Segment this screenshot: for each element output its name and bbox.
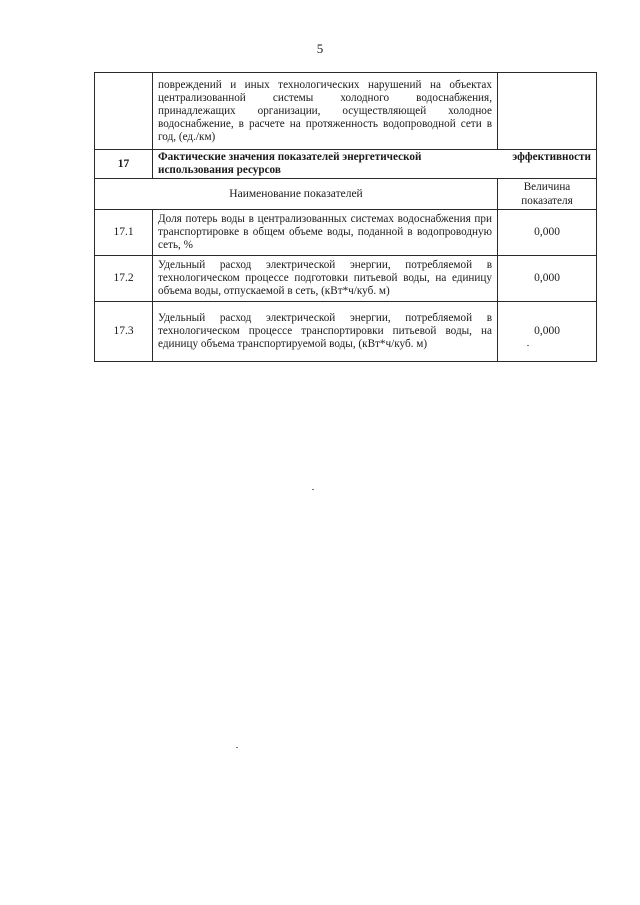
table-row (95, 302, 597, 362)
section-title-part3: использования ресурсов (158, 164, 281, 176)
table-row (95, 256, 597, 302)
section-title-part2: эффективности (512, 151, 591, 163)
continuation-text: повреждений и иных технологических нарушений на объектах централизованной системы холодного водоснабжения, принадлежащих организации, осуществляющей холодное водоснабжение, в расчете на протяженность водопроводной сети в год, (ед./км) (153, 73, 498, 150)
page-number: 5 (316, 41, 324, 56)
section-row (95, 150, 597, 179)
row-name: Удельный расход электрической энергии, потребляемой в технологическом процессе транспортировки питьевой воды, на единицу объема транспортируемой воды, (кВт*ч/куб. м) (153, 302, 498, 362)
table-row (95, 210, 597, 256)
row-name: Удельный расход электрической энергии, потребляемой в технологическом процессе подготовки питьевой воды, на единицу объема воды, отпускаемой в сеть, (кВт*ч/куб. м) (153, 256, 498, 302)
section-title (153, 150, 597, 179)
header-value: Величина показателя (498, 179, 597, 210)
continuation-num-cell (95, 73, 153, 150)
scan-speck (527, 345, 529, 346)
row-value: 0,000 (498, 302, 597, 362)
continuation-value-cell (498, 73, 597, 150)
header-row (95, 179, 597, 210)
row-number: 17.1 (95, 210, 153, 256)
row-name: Доля потерь воды в централизованных системах водоснабжения при транспортировке в общем объеме воды, поданной в водопроводную сеть, % (153, 210, 498, 256)
row-number: 17.3 (95, 302, 153, 362)
header-name: Наименование показателей (95, 179, 498, 210)
row-value: 0,000 (498, 256, 597, 302)
section-number: 17 (95, 150, 153, 179)
indicators-table (94, 72, 597, 362)
row-number: 17.2 (95, 256, 153, 302)
row-value: 0,000 (498, 210, 597, 256)
continuation-row (95, 73, 597, 150)
scan-speck (312, 489, 314, 490)
scan-speck (236, 747, 238, 748)
section-title-part1: Фактические значения показателей энергетической (158, 151, 422, 163)
